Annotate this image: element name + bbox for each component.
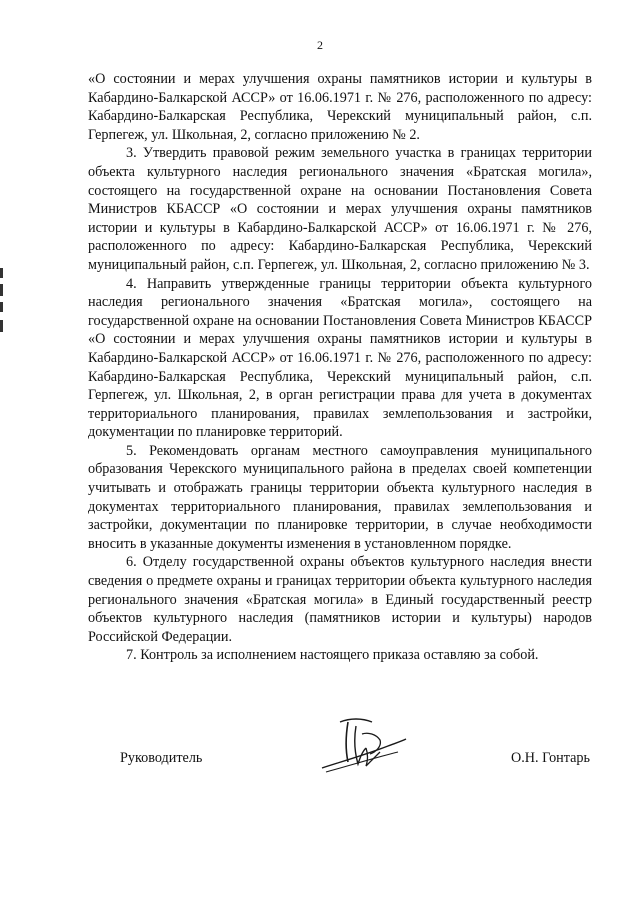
signature-block: [0, 712, 640, 792]
handwritten-signature: [318, 712, 408, 778]
paragraph-item-4: 4. Направить утвержденные границы территории объекта культурного наследия регионального значения «Братская могила», состоящего на государственной охране на основании Постановления Совета Министров КБАССР «О состоянии и мерах улучшения охраны памятников истории и культуры в Кабардино-Балкарской АССР» от 16.06.1971 г. № 276, расположенного по адресу: Кабардино-Балкарская Республика, Черекский муниципальный район, с.п. Герпегеж, ул. Школьная, 2, в орган регистрации права для учета в документах территориального планирования, правилах землепользования и застройки, документации по планировке территорий.: [88, 275, 592, 441]
paragraph-item-5: 5. Рекомендовать органам местного самоуправления муниципального образования Черекского муниципального района в пределах своей компетенции учитывать и отображать границы территории объекта культурного наследия в документах территориального планирования, правилах землепользования и застройки, документации по планировке территории, в случае необходимости вносить в указанные документы изменения в установленном порядке.: [88, 442, 592, 552]
page-number: 2: [317, 38, 323, 52]
document-body: [88, 70, 592, 665]
margin-scan-marks: [0, 268, 6, 338]
paragraph-item-7: 7. Контроль за исполнением настоящего приказа оставляю за собой.: [126, 647, 539, 664]
signatory-name: О.Н. Гонтарь: [510, 750, 590, 766]
paragraph-continuation: «О состоянии и мерах улучшения охраны памятников истории и культуры в Кабардино-Балкарской АССР» от 16.06.1971 г. № 276, расположенного по адресу: Кабардино-Балкарская Республика, Черекский муниципальный район, с.п. Герпегеж, ул. Школьная, 2, согласно приложению № 2.: [88, 71, 592, 143]
signatory-title: Руководитель: [120, 750, 203, 766]
paragraph-item-6: 6. Отделу государственной охраны объектов культурного наследия внести сведения о предмете охраны и границах территории объекта культурного наследия регионального значения «Братская могила» в Единый государственный реестр объектов культурного наследия (памятников истории и культуры) народов Российской Федерации.: [88, 554, 592, 645]
paragraph-item-3: 3. Утвердить правовой режим земельного участка в границах территории объекта культурного наследия регионального значения «Братская могила», состоящего на государственной охране на основании Постановления Совета Министров КБАССР «О состоянии и мерах улучшения охраны памятников истории и культуры в Кабардино-Балкарской АССР» от 16.06.1971 г. № 276, расположенного по адресу: Кабардино-Балкарская Республика, Черекский муниципальный район, с.п. Герпегеж, ул. Школьная, 2, согласно приложению № 3.: [88, 145, 592, 273]
